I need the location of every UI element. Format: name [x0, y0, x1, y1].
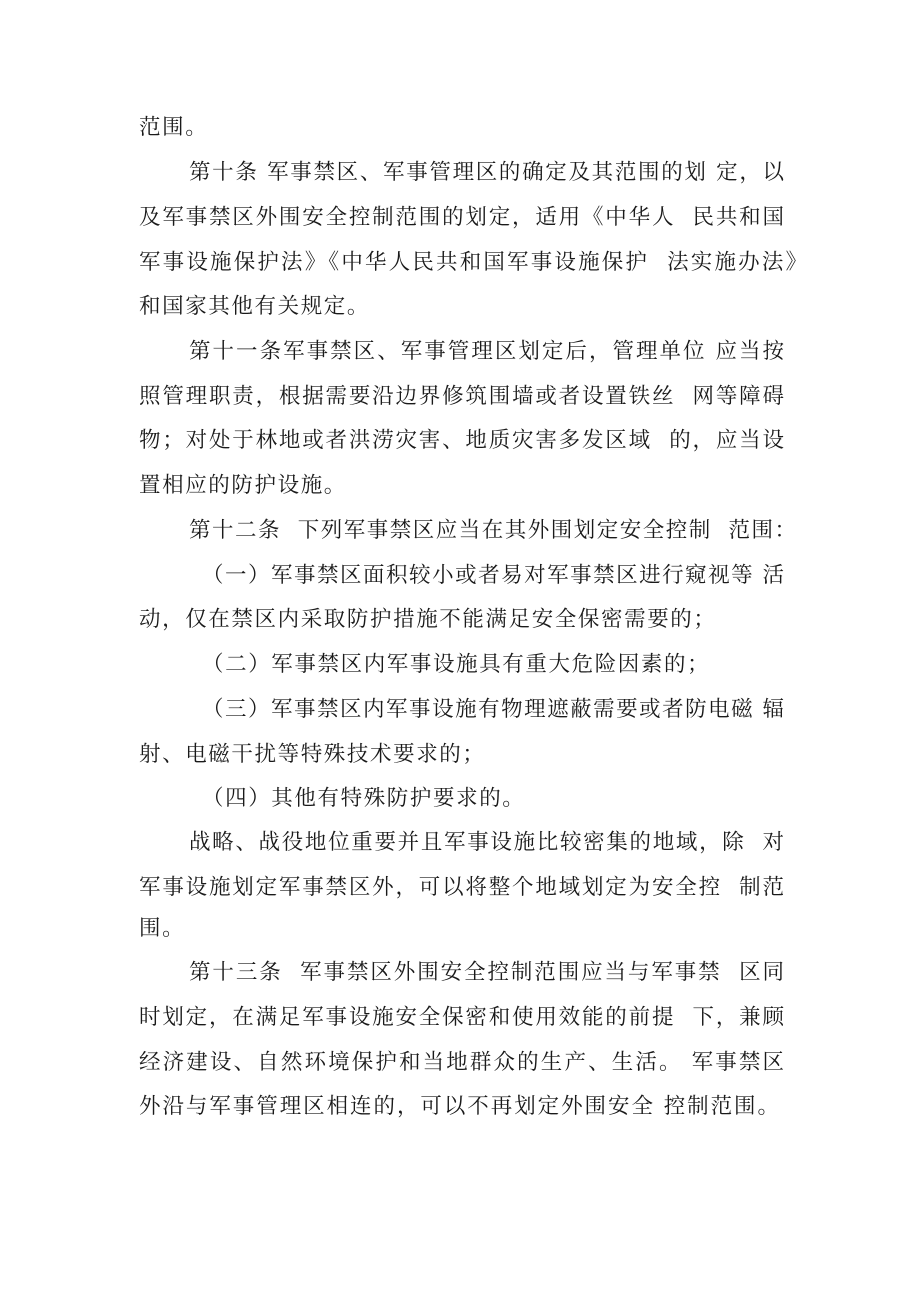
article-10-heading: 第十条 军事禁区、军事管理区的确定及其范围的划 定，以: [189, 160, 784, 185]
article-12-heading: 第十二条 下列军事禁区应当在其外围划定安全控制 范围：: [189, 518, 796, 543]
list-item-2: （二）军事禁区内军事设施具有重大危险因素的；: [202, 652, 711, 677]
text-line: 及军事禁区外围安全控制范围的划定，适用《中华人 民共和国: [139, 205, 784, 230]
text-line: 军事设施划定军事禁区外，可以将整个地域划定为安全控 制范: [139, 875, 784, 900]
article-11-heading: 第十一条军事禁区、军事管理区划定后，管理单位 应当按: [189, 339, 784, 364]
list-item-4: （四）其他有特殊防护要求的。: [202, 786, 526, 811]
text-line: 军事设施保护法》《中华人民共和国军事设施保护 法实施办法》: [139, 250, 807, 275]
text-line: 射、电磁干扰等特殊技术要求的；: [139, 742, 486, 767]
text-line: 照管理职责，根据需要沿边界修筑围墙或者设置铁丝 网等障碍: [139, 384, 784, 409]
list-item-3: （三）军事禁区内军事设施有物理遮蔽需要或者防电磁 辐: [202, 697, 784, 722]
text-line: 范围。: [139, 115, 209, 140]
text-line: 和国家其他有关规定。: [139, 294, 371, 319]
text-line: 物；对处于林地或者洪涝灾害、地质灾害多发区域 的，应当设: [139, 428, 784, 453]
text-line: 外沿与军事管理区相连的，可以不再划定外围安全 控制范围。: [139, 1094, 779, 1119]
article-13-heading: 第十三条 军事禁区外围安全控制范围应当与军事禁 区同: [189, 960, 784, 985]
text-line: 时划定，在满足军事设施安全保密和使用效能的前提 下，兼顾: [139, 1005, 784, 1030]
text-line: 围。: [139, 916, 186, 941]
text-line: 动，仅在禁区内采取防护措施不能满足安全保密需要的；: [139, 607, 717, 632]
text-line: 经济建设、自然环境保护和当地群众的生产、生活。 军事禁区: [139, 1050, 784, 1075]
paragraph-strategic-areas: 战略、战役地位重要并且军事设施比较密集的地域，除 对: [189, 830, 784, 855]
text-line: 置相应的防护设施。: [139, 473, 347, 498]
list-item-1: （一）军事禁区面积较小或者易对军事禁区进行窥视等 活: [202, 563, 784, 588]
